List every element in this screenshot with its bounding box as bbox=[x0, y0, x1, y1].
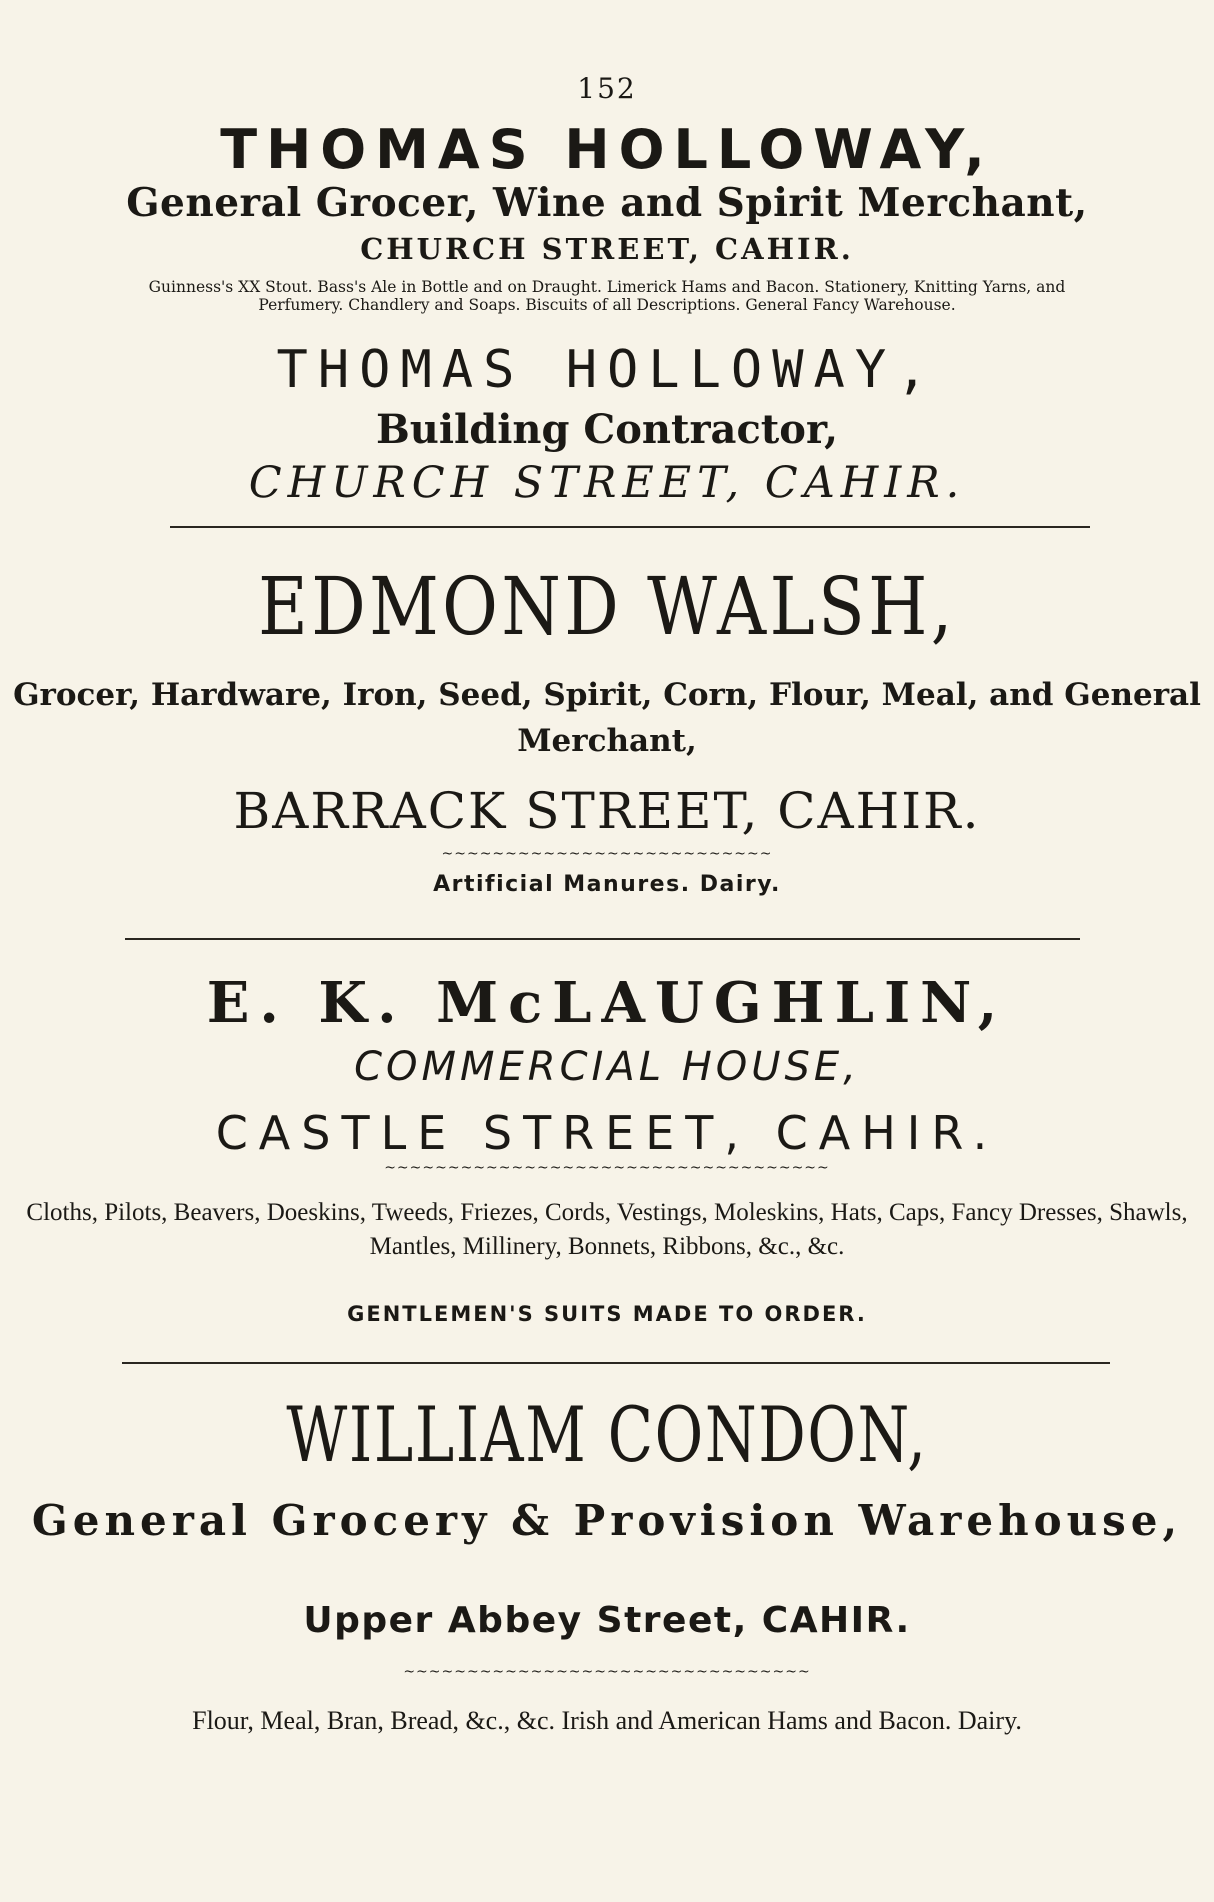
page-number: 152 bbox=[577, 72, 637, 105]
advertiser-tagline: Artificial Manures. Dairy. bbox=[433, 872, 781, 897]
section-divider bbox=[170, 526, 1090, 528]
advertiser-name: THOMAS HOLLOWAY, bbox=[276, 340, 938, 400]
decorative-flourish: ~~~~~~~~~~~~~~~~~~~~~~~~~~ bbox=[441, 846, 773, 862]
advertiser-address: CASTLE STREET, CAHIR. bbox=[215, 1106, 999, 1160]
decorative-flourish: ~~~~~~~~~~~~~~~~~~~~~~~~~~~~~~~~ bbox=[403, 1664, 811, 1680]
advertiser-name: EDMOND WALSH, bbox=[258, 560, 956, 653]
advertiser-trade: Building Contractor, bbox=[375, 406, 839, 453]
advertiser-address: BARRACK STREET, CAHIR. bbox=[233, 782, 981, 840]
advertiser-tagline: GENTLEMEN'S SUITS MADE TO ORDER. bbox=[347, 1302, 867, 1326]
business-house-name: COMMERCIAL HOUSE, bbox=[354, 1044, 860, 1090]
advertiser-address: Upper Abbey Street, CAHIR. bbox=[303, 1600, 911, 1641]
advertiser-address: CHURCH STREET, CAHIR. bbox=[360, 232, 854, 266]
advertiser-address: CHURCH STREET, CAHIR. bbox=[248, 458, 966, 508]
decorative-flourish: ~~~~~~~~~~~~~~~~~~~~~~~~~~~~~~~~~~~ bbox=[384, 1160, 830, 1176]
advertiser-goods: Cloths, Pilots, Beavers, Doeskins, Tweeds, Friezes, Cords, Vestings, Moleskins, Hats, Caps, Fancy Dresses, Shawls, Mantles, Millinery, Bonnets, Ribbons, &c., &c. bbox=[26, 1199, 1188, 1260]
advertiser-name: THOMAS HOLLOWAY, bbox=[220, 118, 994, 181]
advertiser-goods: Grocer, Hardware, Iron, Seed, Spirit, Corn, Flour, Meal, and General Merchant, bbox=[13, 677, 1201, 759]
advertiser-goods: Flour, Meal, Bran, Bread, &c., &c. Irish and American Hams and Bacon. Dairy. bbox=[192, 1706, 1022, 1735]
advertiser-trade: General Grocer, Wine and Spirit Merchant, bbox=[126, 180, 1088, 226]
section-divider bbox=[125, 938, 1080, 940]
advertiser-name: E. K. McLAUGHLIN, bbox=[206, 970, 1008, 1036]
advertiser-goods: Guinness's XX Stout. Bass's Ale in Bottle and on Draught. Limerick Hams and Bacon. Stationery, Knitting Yarns, and Perfumery. Chandlery and Soaps. Biscuits of all Descriptions. General Fancy Warehouse. bbox=[148, 278, 1066, 314]
advertiser-name: WILLIAM CONDON, bbox=[286, 1390, 928, 1479]
advertiser-trade: General Grocery & Provision Warehouse, bbox=[31, 1496, 1183, 1545]
section-divider bbox=[122, 1362, 1110, 1364]
